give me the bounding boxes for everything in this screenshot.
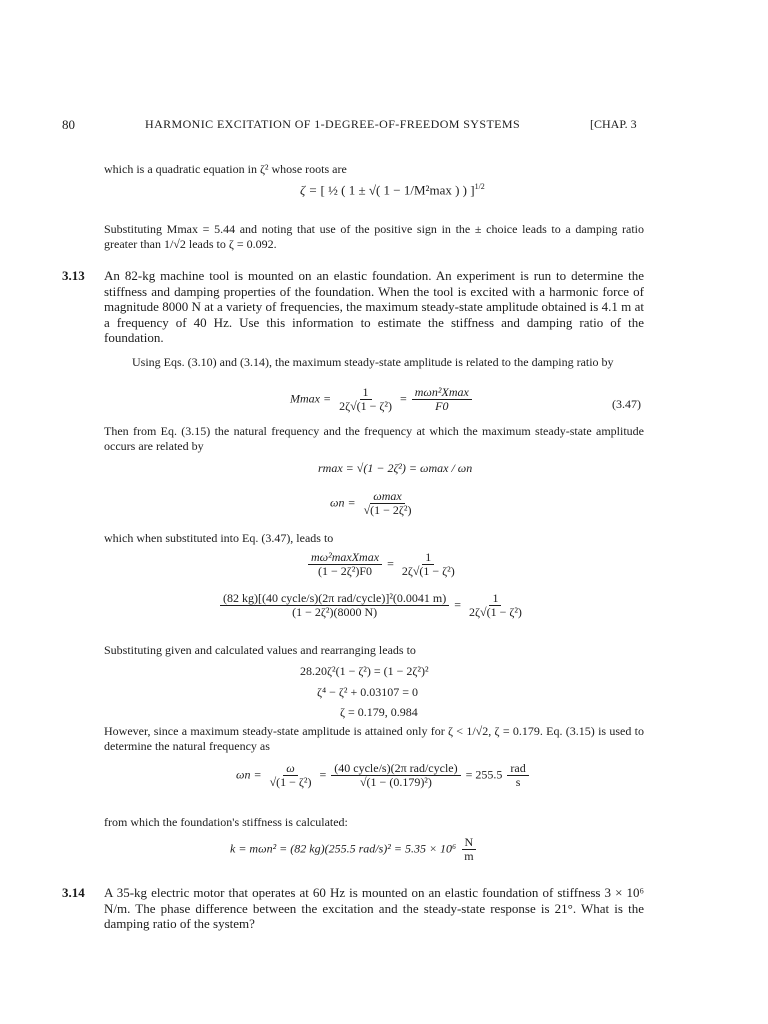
substituted-text: which when substituted into Eq. (3.47), leads to <box>104 531 334 545</box>
equation-b: $\frac{\text{(82 kg)[(40 cycle/s)(2π rad/cycle)]²(0.0041 m)}}{\text{(1 − 2ζ²)(8000 N)}}$ = $\frac{1}{\text{2ζ√(1 − ζ²)}}$ <box>218 592 527 620</box>
equation-a: $\frac{\text{mω²maxXmax}}{\text{(1 − 2ζ²)F0}}$ = $\frac{1}{\text{2ζ√(1 − ζ²)}}$ <box>306 551 460 579</box>
running-title: HARMONIC EXCITATION OF 1-DEGREE-OF-FREEDOM SYSTEMS <box>145 117 521 131</box>
rearrange-text: Substituting given and calculated values and rearranging leads to <box>104 643 416 657</box>
substitution-text: Substituting Mmax = 5.44 and noting that use of the positive sign in the ± choice leads to a damping ratio greater than 1/√2 leads to ζ = 0.092. <box>104 222 644 251</box>
chapter-label: [CHAP. 3 <box>590 117 637 131</box>
then-text: Then from Eq. (3.15) the natural frequency and the frequency at which the maximum steady-state amplitude occurs are related by <box>104 424 644 453</box>
stiffness-equation: k = mωn² = (82 kg)(255.5 rad/s)² = 5.35 × 10⁶ $\frac{N}{m}$ <box>230 836 479 864</box>
problem-number-3-14: 3.14 <box>62 885 85 900</box>
equation-d: ζ⁴ − ζ² + 0.03107 = 0 <box>317 685 419 699</box>
equation-c: 28.20ζ²(1 − ζ²) = (1 − 2ζ²)² <box>300 664 429 678</box>
page-number: 80 <box>62 117 75 132</box>
intro-text: which is a quadratic equation in ζ² whose roots are <box>104 162 347 176</box>
problem-3-13-statement: An 82-kg machine tool is mounted on an elastic foundation. An experiment is run to determine the stiffness and damping properties of the foundation. When the tool is excited with a harmonic force of magnitude 8000 N at a variety of frequencies, the maximum steady-state amplitude obtained is 4.1 m at a frequency of 40 Hz. Use this information to estimate the stiffness and damping ratio of the foundation. <box>104 268 644 346</box>
equation-e: ζ = 0.179, 0.984 <box>340 705 418 719</box>
problem-3-14-statement: A 35-kg electric motor that operates at 60 Hz is mounted on an elastic foundation of stiffness 3 × 10⁶ N/m. The phase difference between the excitation and the steady-state response is 21°. What is the damping ratio of the system? <box>104 885 644 932</box>
root-formula: ζ = [ ½ ( 1 ± √( 1 − 1/M²max ) ) ]$^{1/2}$ <box>300 182 485 198</box>
however-text: However, since a maximum steady-state amplitude is attained only for ζ < 1/√2, ζ = 0.179. Eq. (3.15) is used to determine the natural frequency as <box>104 724 644 753</box>
problem-number-3-13: 3.13 <box>62 268 85 283</box>
wn-calculation: ωn = $\frac{\omega}{\text{√(1 − ζ²)}}$ = $\frac{\text{(40 cycle/s)(2π rad/cycle)}}{\text{√(1 − (0.179)²)}}$ = 255.5 $\frac{\text{rad}}{s}$ <box>236 762 531 790</box>
stiffness-text: from which the foundation's stiffness is calculated: <box>104 815 348 829</box>
rmax-equation: rmax = √(1 − 2ζ²) = ωmax / ωn <box>318 461 473 475</box>
equation-label-3-47: (3.47) <box>612 397 641 411</box>
equation-3-47: Mmax = $\frac{1}{\text{2ζ√(1 − ζ²)}}$ = $\frac{\text{mωn²Xmax}}{F0}$ <box>290 386 474 414</box>
wn-equation: ωn = $\frac{\omega\max}{\text{√(1 − 2ζ²)}}$ <box>330 489 412 518</box>
solution-intro: Using Eqs. (3.10) and (3.14), the maximum steady-state amplitude is related to the damping ratio by <box>132 355 614 369</box>
